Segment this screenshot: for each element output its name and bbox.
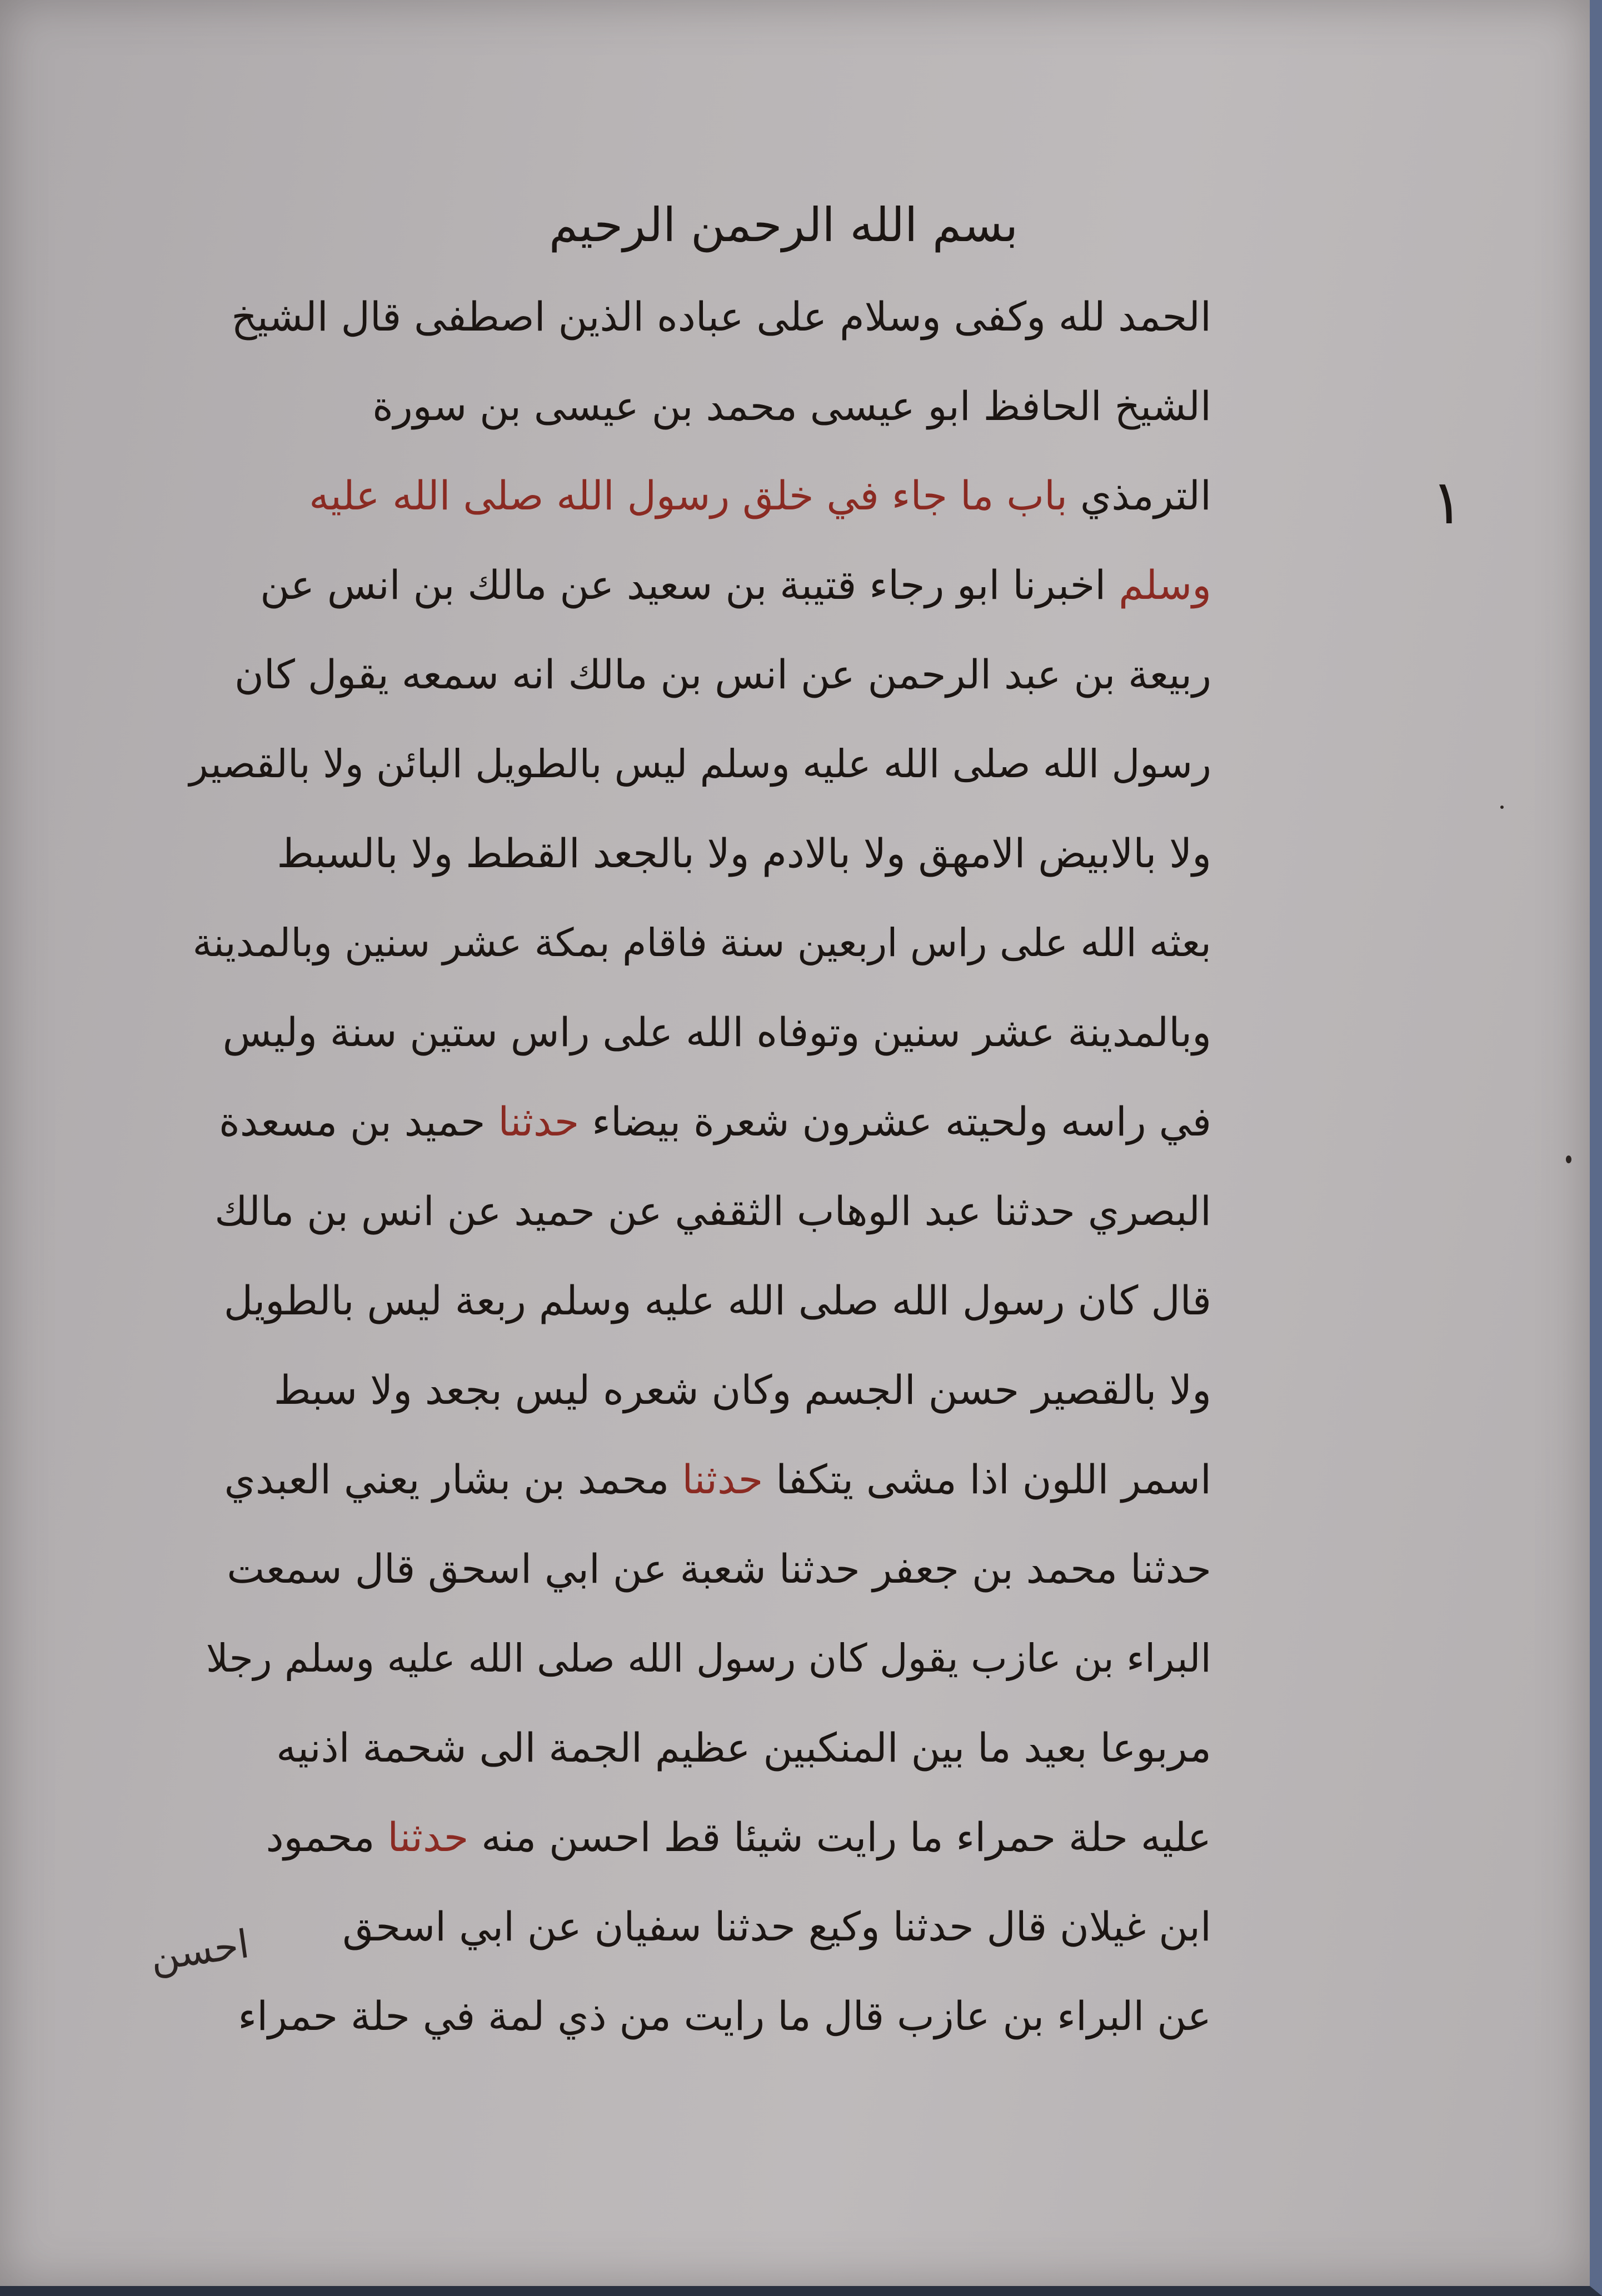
- manuscript-line: [178, 1703, 1211, 1793]
- rubric-text: حدثنا: [498, 1098, 580, 1145]
- manuscript-line: [178, 1167, 1211, 1256]
- body-text: البراء بن عازب يقول كان رسول الله صلى الله عليه وسلم رجلا: [206, 1635, 1211, 1681]
- body-text: حميد بن مسعدة: [219, 1098, 498, 1145]
- body-text: بعثه الله على راس اربعين سنة فاقام بمكة عشر سنين وبالمدينة: [192, 920, 1211, 966]
- manuscript-line: [178, 1793, 1211, 1882]
- body-text: وبالمدينة عشر سنين وتوفاه الله على راس ستين سنة وليس: [222, 1009, 1211, 1056]
- manuscript-line: [178, 1524, 1211, 1614]
- manuscript-line: [178, 1256, 1211, 1345]
- manuscript-line: [178, 988, 1211, 1077]
- body-text: الشيخ الحافظ ابو عيسى محمد بن عيسى بن سورة: [372, 383, 1211, 429]
- manuscript-line: [178, 809, 1211, 898]
- body-text: الترمذي: [1067, 472, 1211, 519]
- body-text: اخبرنا: [1012, 562, 1106, 608]
- body-text: في راسه ولحيته عشرون شعرة بيضاء: [579, 1098, 1211, 1145]
- body-text: ولا بالقصير حسن الجسم وكان شعره ليس بجعد ولا سبط: [273, 1367, 1211, 1413]
- rubric-text: حدثنا: [387, 1814, 469, 1860]
- manuscript-line: [178, 362, 1211, 451]
- body-text: عن البراء بن عازب قال ما رايت من ذي لمة في حلة حمراء: [238, 1993, 1211, 2039]
- rubric-text: وسلم: [1106, 562, 1211, 608]
- basmala-heading: بسم الله الرحمن الرحيم: [548, 198, 1019, 252]
- body-text: محمد بن بشار يعني العبدي: [224, 1456, 682, 1503]
- body-text: عليه حلة حمراء ما رايت شيئا قط احسن منه: [468, 1814, 1211, 1860]
- body-text: رسول الله صلى الله عليه وسلم ليس بالطويل البائن ولا بالقصير: [189, 741, 1211, 787]
- manuscript-line: [178, 541, 1211, 630]
- body-text: الحمد لله وكفى وسلام على عباده الذين اصطفى قال الشيخ: [231, 293, 1211, 340]
- manuscript-line: [178, 1972, 1211, 2061]
- ink-speck: [1566, 1155, 1571, 1163]
- manuscript-line: [178, 1882, 1211, 1972]
- rubric-text: باب ما جاء في خلق رسول الله صلى الله عليه: [309, 472, 1067, 519]
- manuscript-line: [178, 1614, 1211, 1703]
- body-text: محمود: [266, 1814, 388, 1860]
- body-text: قال كان رسول الله صلى الله عليه وسلم ربعة ليس بالطويل: [223, 1277, 1211, 1324]
- manuscript-line: [178, 719, 1211, 809]
- body-text: حدثنا محمد بن جعفر حدثنا شعبة عن ابي اسحق قال سمعت: [227, 1545, 1211, 1592]
- catchword: احسن: [147, 1920, 252, 1980]
- body-text: البصري حدثنا عبد الوهاب الثقفي عن حميد عن انس بن مالك: [214, 1188, 1211, 1234]
- marginal-number: ١: [1431, 467, 1464, 538]
- ink-speck: [1500, 806, 1504, 809]
- rubric-text: حدثنا: [682, 1456, 763, 1503]
- manuscript-line: [178, 1345, 1211, 1435]
- text-block: [178, 272, 1211, 2061]
- body-text: مربوعا بعيد ما بين المنكبين عظيم الجمة الى شحمة اذنيه: [276, 1724, 1211, 1771]
- body-text: ولا بالابيض الامهق ولا بالادم ولا بالجعد القطط ولا بالسبط: [277, 830, 1211, 877]
- manuscript-line: [178, 898, 1211, 988]
- manuscript-line: [178, 1435, 1211, 1524]
- manuscript-line: [178, 630, 1211, 719]
- body-text: ربيعة بن عبد الرحمن عن انس بن مالك انه سمعه يقول كان: [234, 651, 1211, 698]
- body-text: اسمر اللون اذا مشى يتكفا: [763, 1456, 1211, 1503]
- body-text: ابو رجاء قتيبة بن سعيد عن مالك بن انس عن: [260, 562, 1013, 608]
- manuscript-line: [178, 1077, 1211, 1167]
- body-text: ابن غيلان قال حدثنا وكيع حدثنا سفيان عن ابي اسحق: [342, 1903, 1211, 1950]
- manuscript-line: [178, 272, 1211, 362]
- manuscript-line: [178, 451, 1211, 541]
